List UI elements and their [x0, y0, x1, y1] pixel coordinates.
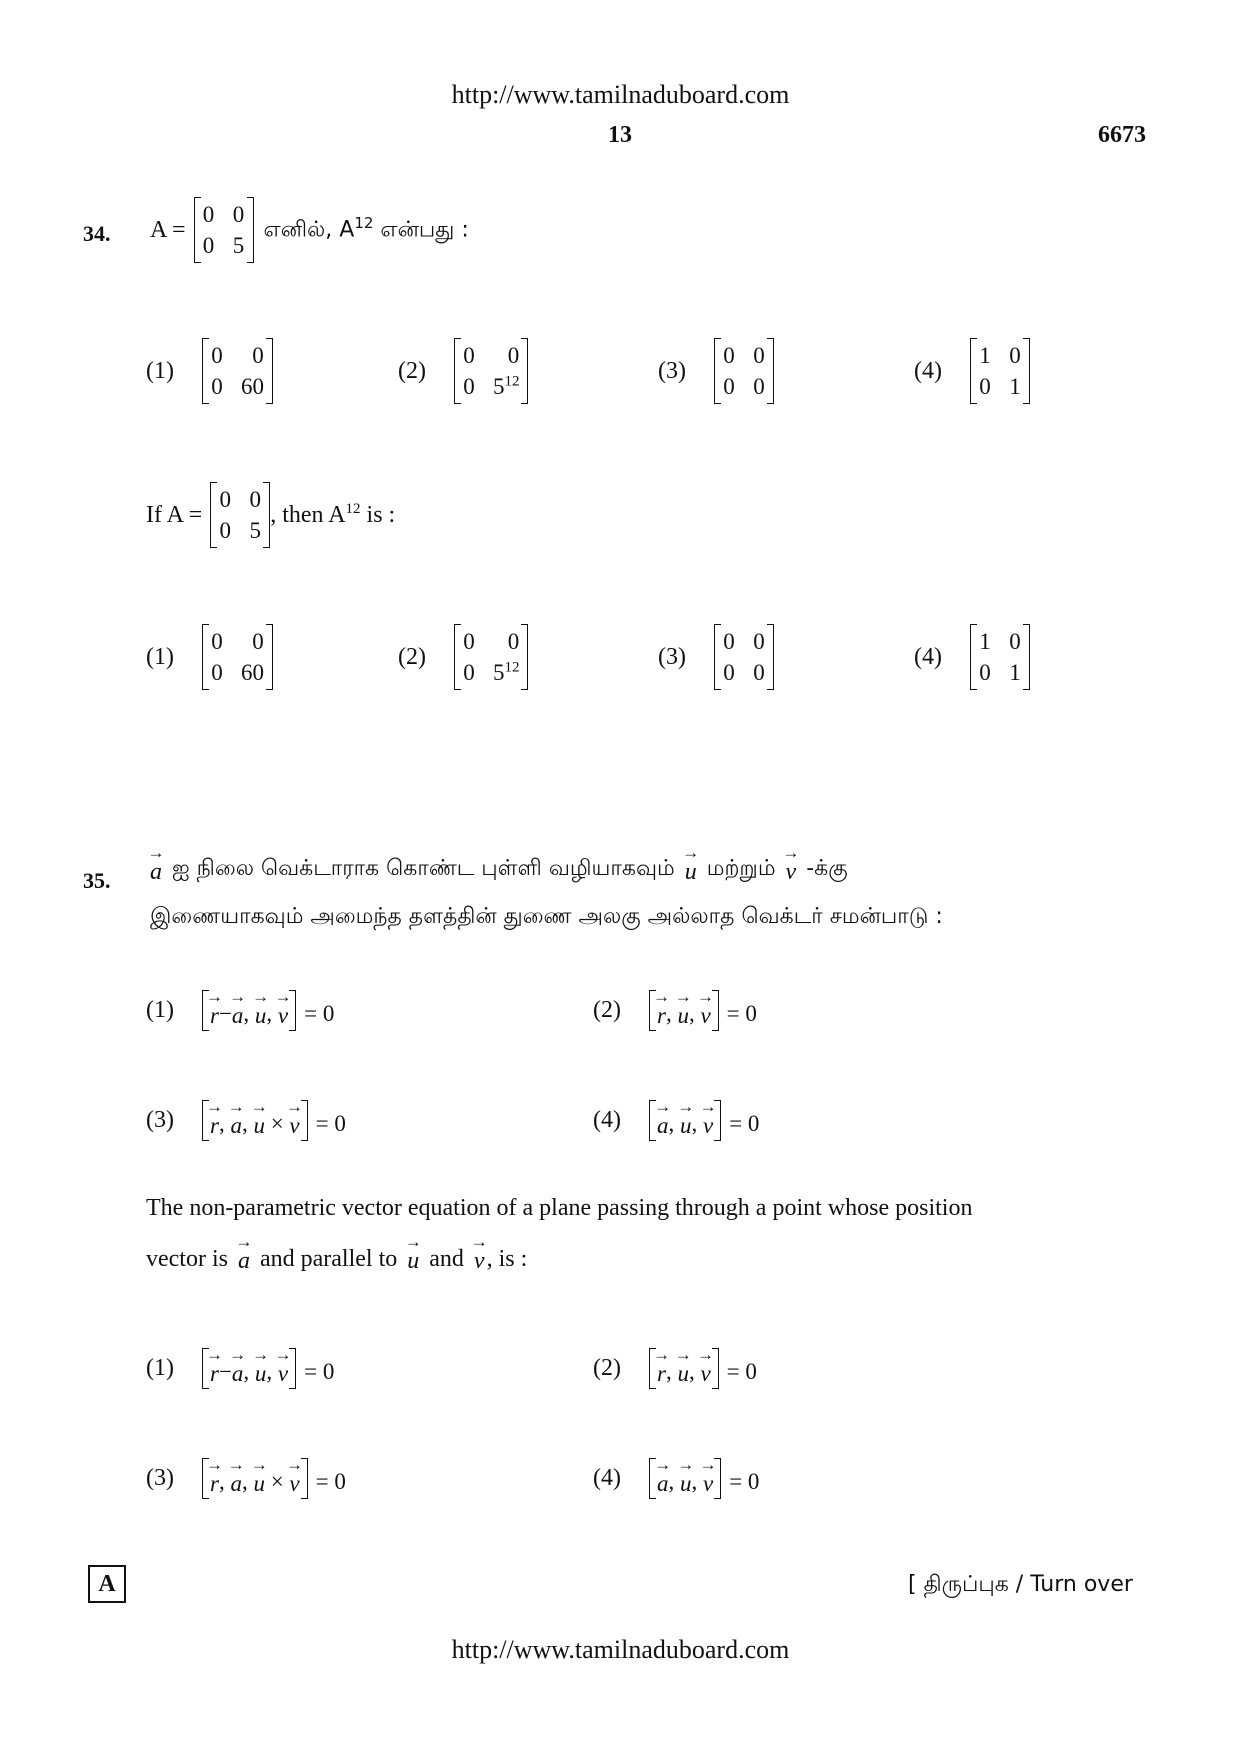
- q34-english-option-4[interactable]: (4) 1 0 0 1: [914, 624, 1030, 690]
- q34-tamil-suffix: எனில், $A^{12}$ என்பது :: [263, 214, 469, 243]
- question-35-number: 35.: [83, 868, 111, 893]
- question-34-number: 34.: [83, 221, 111, 246]
- question-35-tamil-line1: → a ஐ நிலை வெக்டாராக கொண்ட புள்ளி வழியாகவும் → u மற்றும் → v -க்கு: [150, 846, 848, 884]
- box-product: → a , → u , → v: [649, 1458, 721, 1499]
- turn-over-label: [ திருப்புக / Turn over: [908, 1572, 1133, 1597]
- series-box-a: A: [88, 1565, 126, 1603]
- q34-tamil-option-3[interactable]: (3) 0 0 0 0: [658, 338, 774, 404]
- option-matrix: 0 0 0 0: [714, 338, 774, 404]
- q35-english-option-2[interactable]: (2) → r , → u , → v = 0: [593, 1348, 757, 1389]
- vector-v: → v: [786, 846, 797, 884]
- option-matrix: 0 0 0 $5^{12}$: [454, 338, 529, 404]
- question-34-english: [146, 482, 395, 548]
- q35-tamil-option-4[interactable]: (4) → a , → u , → v = 0: [593, 1100, 759, 1141]
- q34-english-option-3[interactable]: (3) 0 0 0 0: [658, 624, 774, 690]
- option-matrix: 0 0 0 0: [714, 624, 774, 690]
- q35-tamil-option-2[interactable]: (2) → r , → u , → v = 0: [593, 990, 757, 1031]
- question-34-tamil: [150, 197, 469, 263]
- q34-matrix-A: 0 0 0 5: [194, 197, 254, 263]
- vector-a: → a: [238, 1235, 250, 1273]
- box-product: → a , → u , → v: [649, 1100, 721, 1141]
- option-matrix: 0 0 0 60: [202, 338, 273, 404]
- box-product: → r , → u , → v: [649, 990, 719, 1031]
- vector-u: → u: [407, 1235, 419, 1273]
- q34-english-option-2[interactable]: (2) 0 0 0 $5^{12}$: [398, 624, 528, 690]
- option-matrix: 0 0 0 $5^{12}$: [454, 624, 529, 690]
- q35-english-option-1[interactable]: (1) → r − → a , → u , → v = 0: [146, 1348, 334, 1389]
- header-url: http://www.tamilnaduboard.com: [451, 80, 790, 109]
- footer-url: http://www.tamilnaduboard.com: [451, 1635, 790, 1664]
- box-product: → r , → a , → u × → v: [202, 1458, 308, 1499]
- page-number: 13: [608, 122, 632, 148]
- question-35-tamil-line2: இணையாகவும் அமைந்த தளத்தின் துணை அலகு அல்லாத வெக்டர் சமன்பாடு :: [150, 904, 943, 929]
- q35-english-option-4[interactable]: (4) → a , → u , → v = 0: [593, 1458, 759, 1499]
- box-product: → r − → a , → u , → v: [202, 1348, 296, 1389]
- question-35-english-line2: vector is → a and parallel to → u and → v , is :: [146, 1235, 527, 1273]
- q34-tamil-option-1[interactable]: (1) 0 0 0 60: [146, 338, 273, 404]
- question-35-english-line1: The non-parametric vector equation of a plane passing through a point whose position: [146, 1195, 973, 1221]
- vector-v: → v: [474, 1235, 485, 1273]
- q35-tamil-option-3[interactable]: (3) → r , → a , → u × → v = 0: [146, 1100, 346, 1141]
- option-matrix: 1 0 0 1: [970, 624, 1030, 690]
- q34-matrix-A-english: 0 0 0 5: [210, 482, 270, 548]
- vector-u: → u: [685, 846, 697, 884]
- q34-english-suffix: , then $A^{12}$ is :: [270, 501, 396, 529]
- q34-tamil-option-4[interactable]: (4) 1 0 0 1: [914, 338, 1030, 404]
- box-product: → r , → a , → u × → v: [202, 1100, 308, 1141]
- option-matrix: 1 0 0 1: [970, 338, 1030, 404]
- q35-tamil-option-1[interactable]: (1) → r − → a , → u , → v = 0: [146, 990, 334, 1031]
- q35-english-option-3[interactable]: (3) → r , → a , → u × → v = 0: [146, 1458, 346, 1499]
- q34-english-option-1[interactable]: (1) 0 0 0 60: [146, 624, 273, 690]
- box-product: → r − → a , → u , → v: [202, 990, 296, 1031]
- vector-a: → a: [150, 846, 162, 884]
- option-matrix: 0 0 0 60: [202, 624, 273, 690]
- q34-tamil-prefix: A =: [150, 216, 186, 243]
- q34-english-prefix: If A =: [146, 501, 203, 528]
- paper-code: 6673: [1098, 122, 1146, 148]
- q34-tamil-option-2[interactable]: (2) 0 0 0 $5^{12}$: [398, 338, 528, 404]
- box-product: → r , → u , → v: [649, 1348, 719, 1389]
